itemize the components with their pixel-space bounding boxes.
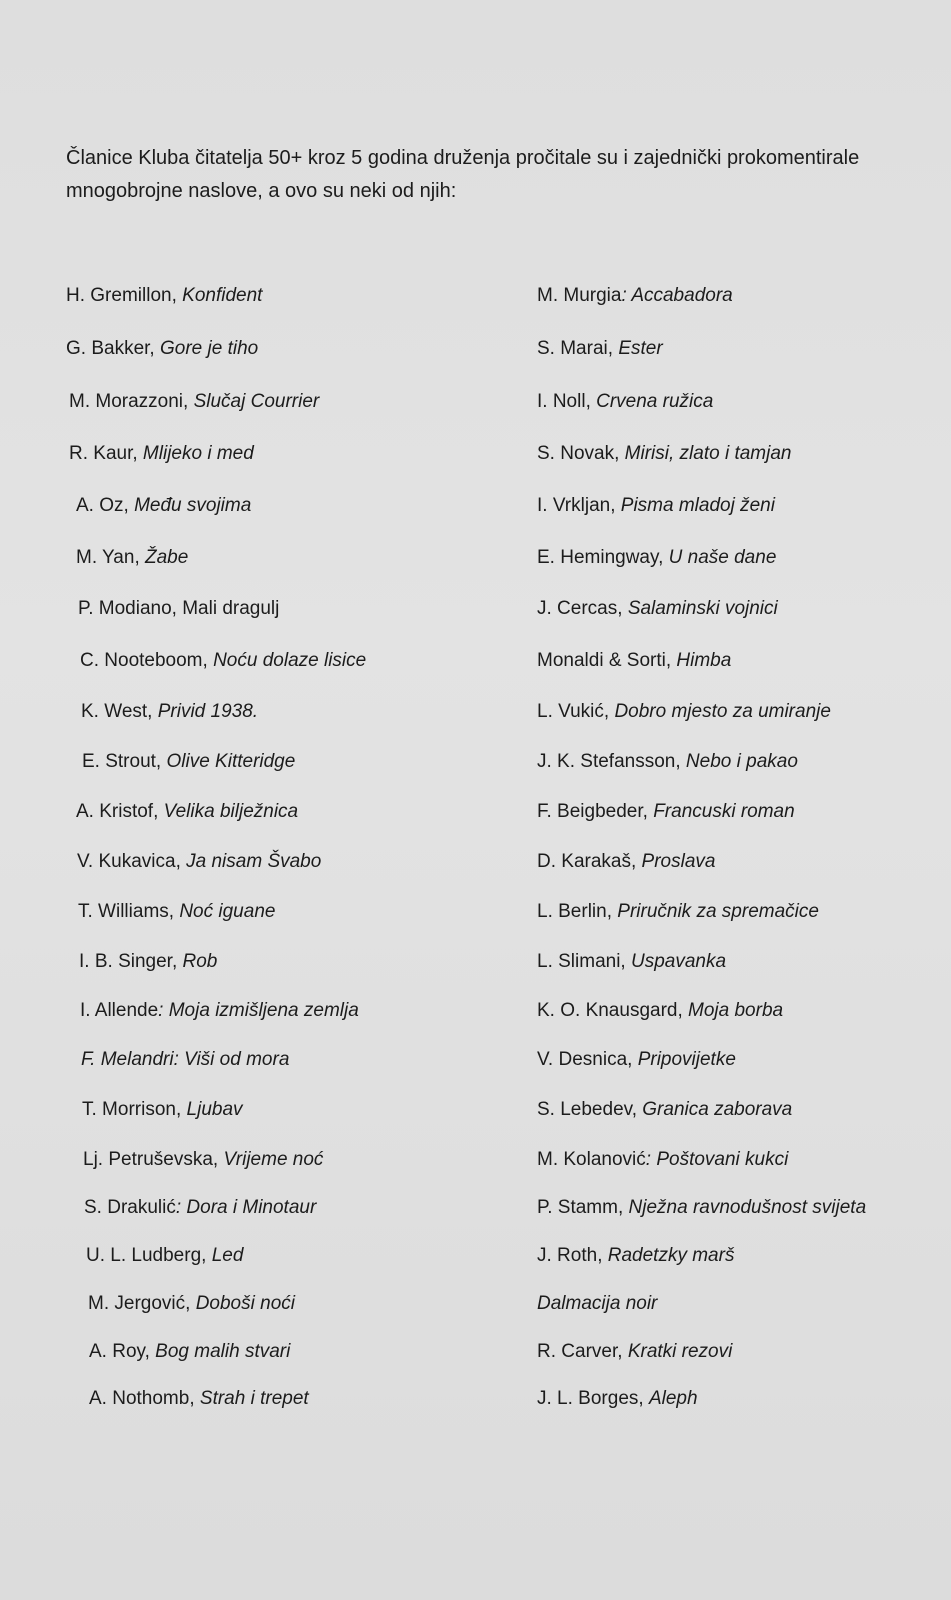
book-title: Žabe	[145, 547, 189, 568]
book-entry-right	[537, 649, 731, 673]
book-entry-left	[78, 900, 275, 924]
book-entry-right	[537, 1048, 736, 1072]
book-author: H. Gremillon,	[66, 285, 183, 306]
intro-line-2: mnogobrojne naslove, a ovo su neki od njih:	[66, 180, 457, 202]
book-title: Kratki rezovi	[627, 1341, 733, 1362]
book-entry-right	[537, 900, 819, 924]
book-title: Olive Kitteridge	[166, 751, 296, 772]
book-entry-left	[76, 546, 188, 570]
book-title: Pripovijetke	[637, 1049, 736, 1070]
book-entry-right	[537, 999, 783, 1023]
book-author: P. Stamm,	[537, 1197, 629, 1218]
book-author: U. L. Ludberg,	[86, 1245, 212, 1266]
book-title: Ja nisam Švabo	[186, 851, 322, 872]
book-author: A. Kristof,	[76, 801, 164, 822]
book-author: M. Murgia	[537, 285, 622, 306]
book-author: J. Cercas,	[537, 598, 628, 619]
book-title: Slučaj Courrier	[193, 391, 320, 412]
book-author: P. Modiano, Mali dragulj	[78, 598, 280, 619]
book-title: Led	[211, 1245, 244, 1266]
book-author: Lj. Petruševska,	[83, 1149, 224, 1170]
book-author: M. Yan,	[76, 547, 145, 568]
book-entry-right	[537, 1340, 732, 1364]
book-entry-left	[77, 850, 321, 874]
book-title: Mirisi, zlato i tamjan	[624, 443, 792, 464]
book-title: Doboši noći	[195, 1293, 295, 1314]
book-author: J. K. Stefansson,	[537, 751, 686, 772]
book-title: Francuski roman	[653, 801, 795, 822]
book-author: V. Kukavica,	[77, 851, 187, 872]
book-entry-right	[537, 850, 715, 874]
book-entry-left	[88, 1292, 295, 1316]
book-author: I. B. Singer,	[79, 951, 183, 972]
book-title: Privid 1938.	[157, 701, 259, 722]
book-entry-right	[537, 1098, 792, 1122]
book-entry-left	[80, 649, 366, 673]
book-author: E. Strout,	[82, 751, 167, 772]
book-author: M. Morazzoni,	[69, 391, 194, 412]
intro-paragraph	[66, 142, 936, 208]
book-title: Noću dolaze lisice	[213, 650, 367, 671]
book-title: Dobro mjesto za umiranje	[614, 701, 831, 722]
book-author: C. Nooteboom,	[80, 650, 214, 671]
book-entry-left	[66, 284, 262, 308]
book-title: Granica zaborava	[642, 1099, 793, 1120]
book-entry-left	[82, 750, 295, 774]
book-entry-right	[537, 390, 713, 414]
book-title: Moja borba	[688, 1000, 784, 1021]
book-entry-right	[537, 597, 778, 621]
book-entry-left	[89, 1387, 309, 1411]
book-title: Strah i trepet	[199, 1388, 309, 1409]
book-entry-right	[537, 1244, 734, 1268]
book-entry-right	[537, 1196, 866, 1220]
book-title: Pisma mladoj ženi	[620, 495, 775, 516]
book-entry-left	[81, 1048, 289, 1072]
book-author: M. Kolanović	[537, 1149, 646, 1170]
book-author: F. Beigbeder,	[537, 801, 654, 822]
book-title: Proslava	[641, 851, 716, 872]
book-author: Monaldi & Sorti,	[537, 650, 677, 671]
book-author: S. Lebedev,	[537, 1099, 643, 1120]
book-author: I. Noll,	[537, 391, 597, 412]
book-entry-left	[81, 700, 258, 724]
book-entry-left	[80, 999, 359, 1023]
book-entry-left	[89, 1340, 290, 1364]
book-entry-left	[82, 1098, 243, 1122]
book-entry-left	[69, 390, 319, 414]
book-title: Radetzky marš	[607, 1245, 735, 1266]
book-title: Ljubav	[186, 1099, 243, 1120]
book-entry-right	[537, 700, 831, 724]
book-author: R. Carver,	[537, 1341, 628, 1362]
intro-line-1: Članice Kluba čitatelja 50+ kroz 5 godina druženja pročitale su i zajednički prokomentirale	[66, 147, 860, 169]
book-author: A. Nothomb,	[89, 1388, 200, 1409]
book-title: Konfident	[182, 285, 263, 306]
book-entry-right	[537, 284, 733, 308]
book-title: Dalmacija noir	[537, 1293, 658, 1314]
book-title: Priručnik za spremačice	[617, 901, 819, 922]
book-author: S. Drakulić	[84, 1197, 176, 1218]
book-author: L. Slimani,	[537, 951, 631, 972]
book-title: Salaminski vojnici	[627, 598, 778, 619]
book-author: S. Marai,	[537, 338, 619, 359]
book-author: J. L. Borges,	[537, 1388, 649, 1409]
book-entry-left	[76, 494, 251, 518]
book-entry-left	[84, 1196, 316, 1220]
book-author: A. Oz,	[76, 495, 135, 516]
book-title: Crvena ružica	[596, 391, 714, 412]
book-title: Nebo i pakao	[685, 751, 798, 772]
book-title: Nježna ravnodušnost svijeta	[628, 1197, 867, 1218]
book-entry-left	[83, 1148, 323, 1172]
book-author: I. Vrkljan,	[537, 495, 621, 516]
book-entry-right	[537, 494, 775, 518]
book-entry-left	[76, 800, 298, 824]
book-entry-right	[537, 337, 663, 361]
book-title: Vrijeme noć	[223, 1149, 324, 1170]
book-entry-left	[86, 1244, 243, 1268]
book-title: Aleph	[648, 1388, 698, 1409]
book-entry-left	[69, 442, 254, 466]
book-author: K. West,	[81, 701, 158, 722]
book-entry-left	[79, 950, 217, 974]
book-entry-left	[66, 337, 258, 361]
book-title: Rob	[182, 951, 218, 972]
book-author: E. Hemingway,	[537, 547, 669, 568]
book-entry-left	[78, 597, 279, 621]
book-author: J. Roth,	[537, 1245, 608, 1266]
book-author: T. Williams,	[78, 901, 180, 922]
book-author: M. Jergović,	[88, 1293, 196, 1314]
book-entry-right	[537, 800, 795, 824]
book-entry-right	[537, 750, 798, 774]
book-entry-right	[537, 1387, 698, 1411]
book-entry-right	[537, 950, 726, 974]
book-title: Himba	[676, 650, 732, 671]
book-author: I. Allende	[80, 1000, 159, 1021]
book-entry-right	[537, 442, 791, 466]
book-title: : Poštovani kukci	[645, 1149, 789, 1170]
book-title: Velika bilježnica	[163, 801, 299, 822]
book-title: Gore je tiho	[159, 338, 259, 359]
book-title: Među svojima	[134, 495, 252, 516]
book-author: S. Novak,	[537, 443, 625, 464]
book-title: : Accabadora	[621, 285, 733, 306]
book-author: V. Desnica,	[537, 1049, 638, 1070]
book-title: Noć iguane	[179, 901, 276, 922]
book-author: T. Morrison,	[82, 1099, 187, 1120]
book-author: L. Vukić,	[537, 701, 615, 722]
book-title: F. Melandri: Viši od mora	[81, 1049, 290, 1070]
book-title: : Moja izmišljena zemlja	[158, 1000, 359, 1021]
book-author: G. Bakker,	[66, 338, 160, 359]
book-author: D. Karakaš,	[537, 851, 642, 872]
book-title: U naše dane	[668, 547, 777, 568]
book-title: Bog malih stvari	[155, 1341, 291, 1362]
book-entry-right	[537, 546, 776, 570]
book-title: Uspavanka	[630, 951, 727, 972]
book-author: R. Kaur,	[69, 443, 143, 464]
book-entry-right	[537, 1148, 788, 1172]
book-author: A. Roy,	[89, 1341, 156, 1362]
book-author: K. O. Knausgard,	[537, 1000, 689, 1021]
book-title: Ester	[618, 338, 663, 359]
book-author: L. Berlin,	[537, 901, 618, 922]
book-entry-right	[537, 1292, 657, 1316]
book-title: : Dora i Minotaur	[175, 1197, 317, 1218]
book-title: Mlijeko i med	[142, 443, 254, 464]
